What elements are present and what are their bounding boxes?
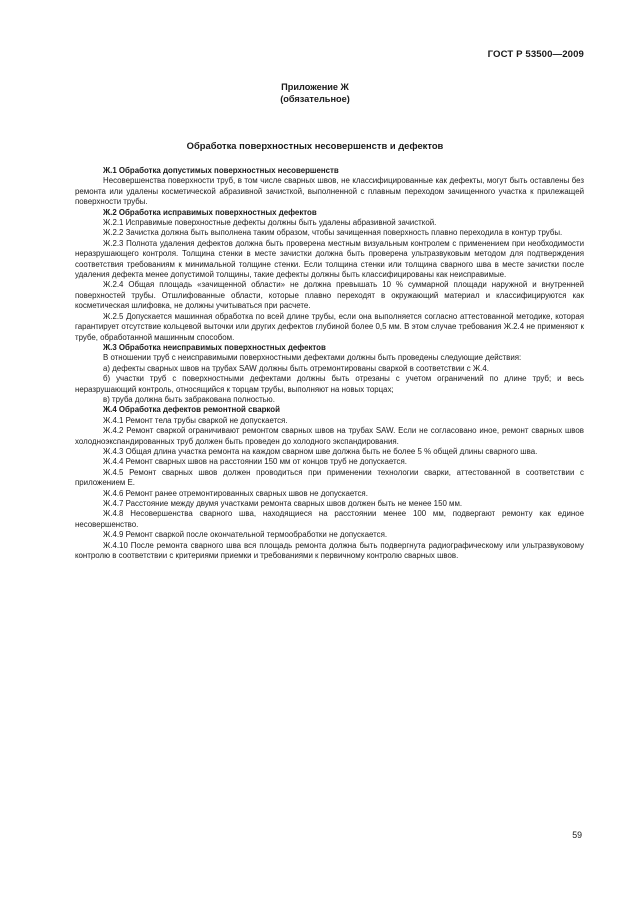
appendix-status: (обязательное) <box>280 94 350 104</box>
list-item: б) участки труб с поверхностными дефектами должны быть отрезаны с учетом ограничений по длине труб; и весь неразрушающий контроль, относящийся к торцам трубы, выполняют на новых торцах; <box>75 374 584 394</box>
paragraph: Ж.2.5 Допускается машинная обработка по всей длине трубы, если она выполняется согласно аттестованной методике, которая гарантирует отсутствие кольцевой выточки или других дефектов глубиной более 0,5 мм. В этом случае требования Ж.2.4 не применяют к трубе, обработанной машинным способом. <box>75 311 584 342</box>
paragraph: Ж.4.5 Ремонт сварных швов должен проводиться при применении технологии сварки, аттестованной в соответствии с приложением Е. <box>75 467 584 488</box>
list-item: в) труба должна быть забракована полностью. <box>103 394 275 404</box>
paragraph: Ж.4.9 Ремонт сваркой после окончательной термообработки не допускается. <box>103 530 388 540</box>
paragraph: Ж.2.3 Полнота удаления дефектов должна быть проверена местным визуальным контролем с применением при необходимости неразрушающего контроля. Толщина стенки в месте зачистки должна быть проверена ультразвуковым методом для подтверждения соответствия требованиям к минимальной толщине стенки. Если толщина стенки или толщина сварного шва в месте зачистки после удаления дефекта менее допустимой толщины, такие дефекты должны быть классифицированы как неисправимые. <box>75 238 584 280</box>
section-heading: Ж.2 Обработка исправимых поверхностных дефектов <box>103 207 317 217</box>
paragraph: Ж.4.6 Ремонт ранее отремонтированных сварных швов не допускается. <box>103 488 368 498</box>
document-title: Обработка поверхностных несовершенств и дефектов <box>186 140 444 151</box>
paragraph: Ж.4.3 Общая длина участка ремонта на каждом сварном шве должна быть не более 5 % общей длины сварного шва. <box>103 446 538 456</box>
document-body <box>75 166 584 561</box>
paragraph: Ж.2.1 Исправимые поверхностные дефекты должны быть удалены абразивной зачисткой. <box>103 218 437 228</box>
paragraph: Ж.4.8 Несовершенства сварного шва, находящиеся на расстоянии менее 100 мм, подвергают ремонту как единое несовершенство. <box>75 509 584 529</box>
section-heading: Ж.1 Обработка допустимых поверхностных несовершенств <box>103 166 339 175</box>
appendix-title: Приложение Ж <box>281 82 349 92</box>
section-heading: Ж.3 Обработка неисправимых поверхностных дефектов <box>103 342 326 352</box>
paragraph: Ж.2.2 Зачистка должна быть выполнена таким образом, чтобы зачищенная поверхность плавно переходила в контур трубы. <box>103 228 563 238</box>
appendix-heading <box>0 81 630 105</box>
paragraph: В отношении труб с неисправимыми поверхностными дефектами должны быть проведены следующие действия: <box>103 353 522 363</box>
list-item: а) дефекты сварных швов на трубах SAW должны быть отремонтированы сваркой в соответствии с Ж.4. <box>103 363 489 373</box>
page-number: 59 <box>572 830 582 840</box>
paragraph: Ж.4.10 После ремонта сварного шва вся площадь ремонта должна быть подвергнута радиографическому или ультразвуковому контролю в соответствии с критериями приемки и требованиями к первичному контролю сварных швов. <box>75 540 584 561</box>
paragraph: Ж.2.4 Общая площадь «зачищенной области» не должна превышать 10 % суммарной площади наружной и внутренней поверхностей трубы. Отшлифованные области, которые плавно переходят в окружающий материал и классифицируются как косметическая шлифовка, не должны учитываться при расчете. <box>75 280 584 311</box>
paragraph: Ж.4.7 Расстояние между двумя участками ремонта сварных швов должен быть не менее 150 мм. <box>103 499 463 508</box>
section-heading: Ж.4 Обработка дефектов ремонтной сваркой <box>103 405 280 415</box>
paragraph: Ж.4.4 Ремонт сварных швов на расстоянии 150 мм от концов труб не допускается. <box>103 457 407 467</box>
paragraph: Ж.4.1 Ремонт тела трубы сваркой не допускается. <box>103 415 288 425</box>
standard-code: ГОСТ Р 53500—2009 <box>487 49 584 60</box>
paragraph: Ж.4.2 Ремонт сваркой ограничивают ремонтом сварных швов на трубах SAW. Если не согласовано иное, ремонт сварных швов холодноэкспандированных труб должен быть проведен до холодного экспандирования. <box>75 426 584 446</box>
paragraph: Несовершенства поверхности труб, в том числе сварных швов, не классифицированные как дефекты, могут быть оставлены без ремонта или удалены косметической абразивной зачисткой, выполненной с плавным переходом зачищенного участка к прилежащей поверхности трубы. <box>75 176 584 207</box>
